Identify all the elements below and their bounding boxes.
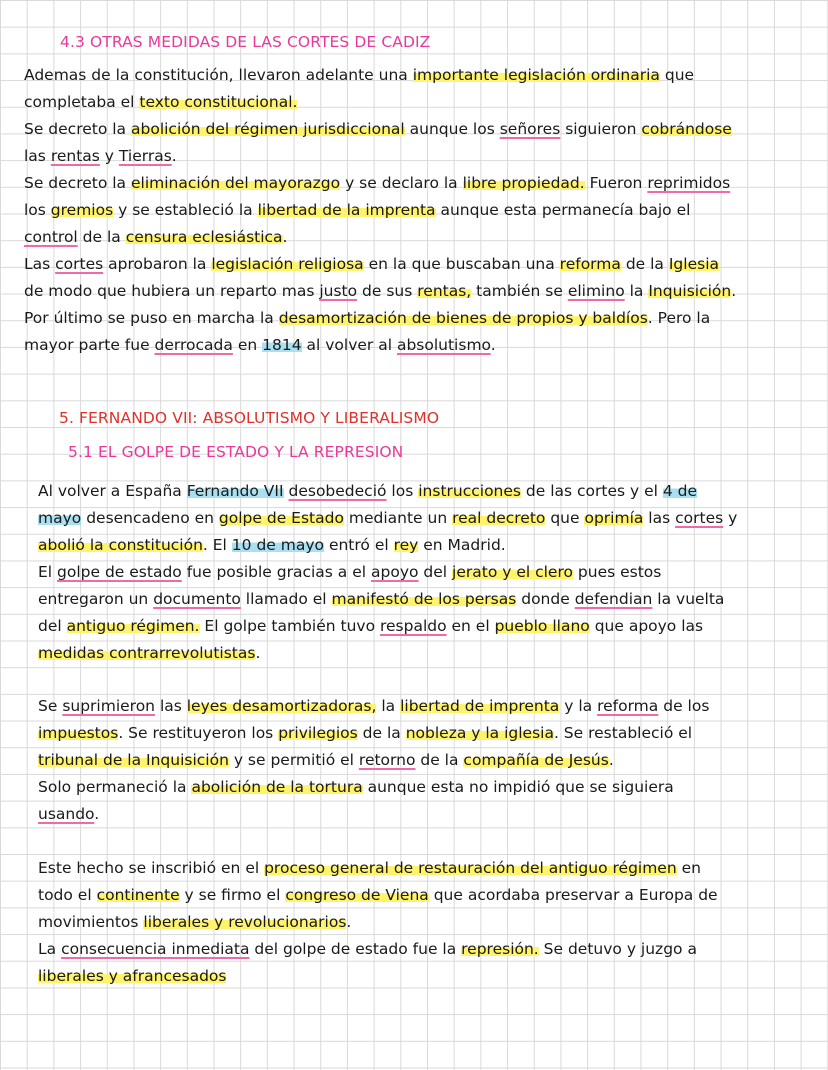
text-line — [38, 909, 718, 936]
text-segment: Se — [38, 697, 63, 715]
underlined-text: rentas — [50, 147, 100, 165]
underlined-text: suprimieron — [62, 697, 156, 715]
text-segment: . El — [202, 536, 232, 554]
text-segment: que apoyo las — [589, 617, 704, 635]
highlighted-text: privilegios — [278, 724, 358, 742]
text-line — [38, 855, 718, 882]
text-segment: . — [282, 228, 288, 246]
underlined-text: elimino — [567, 282, 625, 300]
text-segment: los — [24, 201, 51, 219]
text-segment: entró el — [324, 536, 394, 554]
text-segment: mayor parte fue — [24, 336, 155, 354]
text-segment: la — [624, 282, 649, 300]
text-segment: Ademas de la constitución, llevaron adelante una — [24, 66, 413, 84]
text-segment: Se decreto la — [24, 174, 131, 192]
underlined-text: control — [24, 228, 78, 246]
text-segment: siguieron — [560, 120, 642, 138]
text-segment: la — [376, 697, 401, 715]
highlighted-text: censura eclesiástica — [125, 228, 283, 246]
text-segment: las — [24, 147, 51, 165]
text-segment: donde — [516, 590, 575, 608]
highlighted-text: cobrándose — [641, 120, 732, 138]
highlighted-text: rentas, — [417, 282, 472, 300]
text-segment: aunque esta no impidió que se siguiera — [362, 778, 674, 796]
text-segment: al volver al — [301, 336, 397, 354]
heading-5-1: 5.1 EL GOLPE DE ESTADO Y LA REPRESION — [68, 443, 404, 461]
text-line — [38, 747, 709, 774]
highlighted-text: antiguo régimen. — [66, 617, 200, 635]
highlighted-text: continente — [96, 886, 180, 904]
underlined-text: usando — [38, 805, 95, 823]
text-line — [24, 170, 736, 197]
text-segment: que — [659, 66, 695, 84]
highlighted-text: proceso general de restauración del antiguo régimen — [264, 859, 677, 877]
text-segment: las — [643, 509, 676, 527]
highlighted-text: importante legislación ordinaria — [412, 66, 660, 84]
text-segment: movimientos — [38, 913, 144, 931]
underlined-text: respaldo — [379, 617, 447, 635]
text-line — [24, 278, 736, 305]
highlighted-text: real decreto — [452, 509, 546, 527]
text-segment: . Se restableció el — [553, 724, 693, 742]
text-segment: y se declaro la — [340, 174, 463, 192]
text-line — [38, 774, 709, 801]
text-line — [38, 478, 737, 505]
highlighted-text: congreso de Viena — [285, 886, 429, 904]
text-segment: El — [38, 563, 58, 581]
underlined-text: golpe de estado — [57, 563, 182, 581]
text-line — [24, 197, 736, 224]
text-segment: Al volver a España — [38, 482, 187, 500]
underlined-text: apoyo — [371, 563, 419, 581]
highlighted-text: medidas contrarrevolutistas — [38, 644, 256, 662]
highlighted-text: reforma — [559, 255, 621, 273]
underlined-text: cortes — [675, 509, 724, 527]
text-segment: la vuelta — [652, 590, 725, 608]
highlighted-date: 10 de mayo — [231, 536, 325, 554]
text-segment: . — [255, 644, 261, 662]
text-segment: Se decreto la — [24, 120, 131, 138]
paragraph-golpe-estado — [38, 478, 737, 667]
highlighted-text: Iglesia — [668, 255, 719, 273]
highlighted-text: abolió la constitución — [38, 536, 203, 554]
underlined-text: reprimidos — [647, 174, 731, 192]
text-segment: . — [94, 805, 100, 823]
text-segment: aprobaron la — [103, 255, 212, 273]
text-line — [24, 143, 736, 170]
text-segment: y se firmo el — [179, 886, 286, 904]
highlighted-date: 1814 — [262, 336, 302, 354]
text-segment: completaba el — [24, 93, 140, 111]
text-segment: del — [38, 617, 67, 635]
text-segment: Fueron — [584, 174, 648, 192]
text-line — [38, 693, 709, 720]
highlighted-text: libertad de imprenta — [400, 697, 560, 715]
text-segment: . — [171, 147, 177, 165]
text-segment: en la que buscaban una — [363, 255, 560, 273]
highlighted-text: manifestó de los persas — [331, 590, 517, 608]
text-segment: fue posible gracias a el — [181, 563, 371, 581]
text-segment: desencadeno en — [81, 509, 219, 527]
text-line — [24, 62, 736, 89]
text-segment: . — [490, 336, 496, 354]
text-segment: El golpe también tuvo — [199, 617, 380, 635]
underlined-text: defendian — [574, 590, 653, 608]
underlined-text: absolutismo — [396, 336, 491, 354]
highlighted-text: leyes desamortizadoras, — [186, 697, 377, 715]
text-line — [24, 89, 736, 116]
text-segment: mediante un — [343, 509, 453, 527]
highlighted-text: libertad de la imprenta — [257, 201, 436, 219]
underlined-text: señores — [499, 120, 561, 138]
text-segment: Por último se puso en marcha la — [24, 309, 279, 327]
text-segment: de los — [658, 697, 710, 715]
text-segment: . — [608, 751, 614, 769]
highlighted-text: rey — [393, 536, 419, 554]
highlighted-date: 4 de — [662, 482, 698, 500]
text-line — [38, 640, 737, 667]
highlighted-text: abolición del régimen jurisdiccional — [131, 120, 405, 138]
highlighted-text: Inquisición — [648, 282, 732, 300]
text-segment: que acordaba preservar a Europa de — [428, 886, 718, 904]
text-segment: y — [723, 509, 738, 527]
underlined-text: retorno — [358, 751, 416, 769]
text-segment: también se — [471, 282, 568, 300]
text-segment: . — [731, 282, 737, 300]
text-segment: de la — [620, 255, 669, 273]
text-segment: en — [676, 859, 701, 877]
highlighted-text: golpe de Estado — [218, 509, 344, 527]
highlighted-text: pueblo llano — [494, 617, 590, 635]
underlined-text: consecuencia inmediata — [61, 940, 250, 958]
text-line — [38, 586, 737, 613]
text-segment: y — [99, 147, 119, 165]
text-line — [38, 505, 737, 532]
text-line — [24, 305, 736, 332]
text-segment: y se estableció la — [113, 201, 258, 219]
highlighted-text: abolición de la tortura — [191, 778, 363, 796]
highlighted-text: compañía de Jesús — [463, 751, 609, 769]
highlighted-text: desamortización de bienes de propios y baldíos — [278, 309, 648, 327]
text-segment: todo el — [38, 886, 97, 904]
text-line — [38, 936, 718, 963]
underlined-text: derrocada — [154, 336, 233, 354]
underlined-text: cortes — [55, 255, 104, 273]
text-segment: aunque esta permanecía bajo el — [435, 201, 691, 219]
text-line — [24, 224, 736, 251]
text-segment: y la — [559, 697, 598, 715]
text-segment: de modo que hubiera un reparto mas — [24, 282, 320, 300]
highlighted-text: libre propiedad. — [462, 174, 585, 192]
underlined-text: Tierras — [118, 147, 172, 165]
highlighted-text: legislación religiosa — [211, 255, 364, 273]
text-line — [38, 720, 709, 747]
text-segment: Solo permaneció la — [38, 778, 192, 796]
text-segment: en — [232, 336, 263, 354]
text-segment: Las — [24, 255, 56, 273]
text-segment: y se permitió el — [228, 751, 359, 769]
highlighted-text: nobleza y la iglesia — [405, 724, 554, 742]
text-segment: . Se restituyeron los — [118, 724, 279, 742]
highlighted-date: mayo — [38, 509, 82, 527]
highlighted-text: oprimía — [584, 509, 644, 527]
highlighted-text: eliminación del mayorazgo — [131, 174, 341, 192]
highlighted-text: texto constitucional. — [139, 93, 298, 111]
text-segment: llamado el — [240, 590, 332, 608]
text-segment: . Pero la — [647, 309, 711, 327]
text-line — [38, 882, 718, 909]
highlighted-text: liberales y revolucionarios — [143, 913, 347, 931]
highlighted-text: instrucciones — [418, 482, 521, 500]
text-segment: de la — [357, 724, 406, 742]
heading-4-3: 4.3 OTRAS MEDIDAS DE LAS CORTES DE CADIZ — [60, 33, 431, 51]
text-segment: las — [155, 697, 187, 715]
text-segment: en el — [446, 617, 495, 635]
highlighted-text: tribunal de la Inquisición — [38, 751, 229, 769]
highlighted-text: impuestos — [38, 724, 119, 742]
paragraph-restauracion — [38, 855, 718, 990]
highlighted-text: jerato y el clero — [452, 563, 573, 581]
underlined-text: reforma — [597, 697, 659, 715]
underlined-text: justo — [319, 282, 358, 300]
text-segment: aunque los — [404, 120, 500, 138]
underlined-text: desobedeció — [288, 482, 387, 500]
text-line — [38, 532, 737, 559]
heading-5: 5. FERNANDO VII: ABSOLUTISMO Y LIBERALISMO — [59, 409, 440, 427]
highlighted-text: liberales y afrancesados — [38, 967, 227, 985]
text-line — [24, 251, 736, 278]
text-segment: Este hecho se inscribió en el — [38, 859, 265, 877]
highlighted-date: Fernando VII — [186, 482, 284, 500]
paragraph-cortes-cadiz — [24, 62, 736, 359]
text-line — [38, 613, 737, 640]
text-segment: que — [545, 509, 585, 527]
text-line — [38, 559, 737, 586]
text-segment: Se detuvo y juzgo a — [538, 940, 697, 958]
text-segment: de la — [77, 228, 126, 246]
underlined-text: documento — [153, 590, 241, 608]
text-segment: La — [38, 940, 62, 958]
highlighted-text: gremios — [50, 201, 114, 219]
text-line — [38, 963, 718, 990]
text-segment: entregaron un — [38, 590, 154, 608]
highlighted-text: represión. — [461, 940, 539, 958]
text-segment: pues estos — [572, 563, 662, 581]
text-segment: los — [386, 482, 419, 500]
text-segment: en Madrid. — [418, 536, 506, 554]
paragraph-supresiones — [38, 693, 709, 828]
text-segment: de las cortes y el — [520, 482, 663, 500]
text-line — [24, 332, 736, 359]
text-segment: de sus — [357, 282, 418, 300]
text-segment: del — [418, 563, 453, 581]
text-segment: de la — [415, 751, 464, 769]
text-line — [24, 116, 736, 143]
text-segment: del golpe de estado fue la — [249, 940, 462, 958]
text-line — [38, 801, 709, 828]
text-segment: . — [346, 913, 352, 931]
